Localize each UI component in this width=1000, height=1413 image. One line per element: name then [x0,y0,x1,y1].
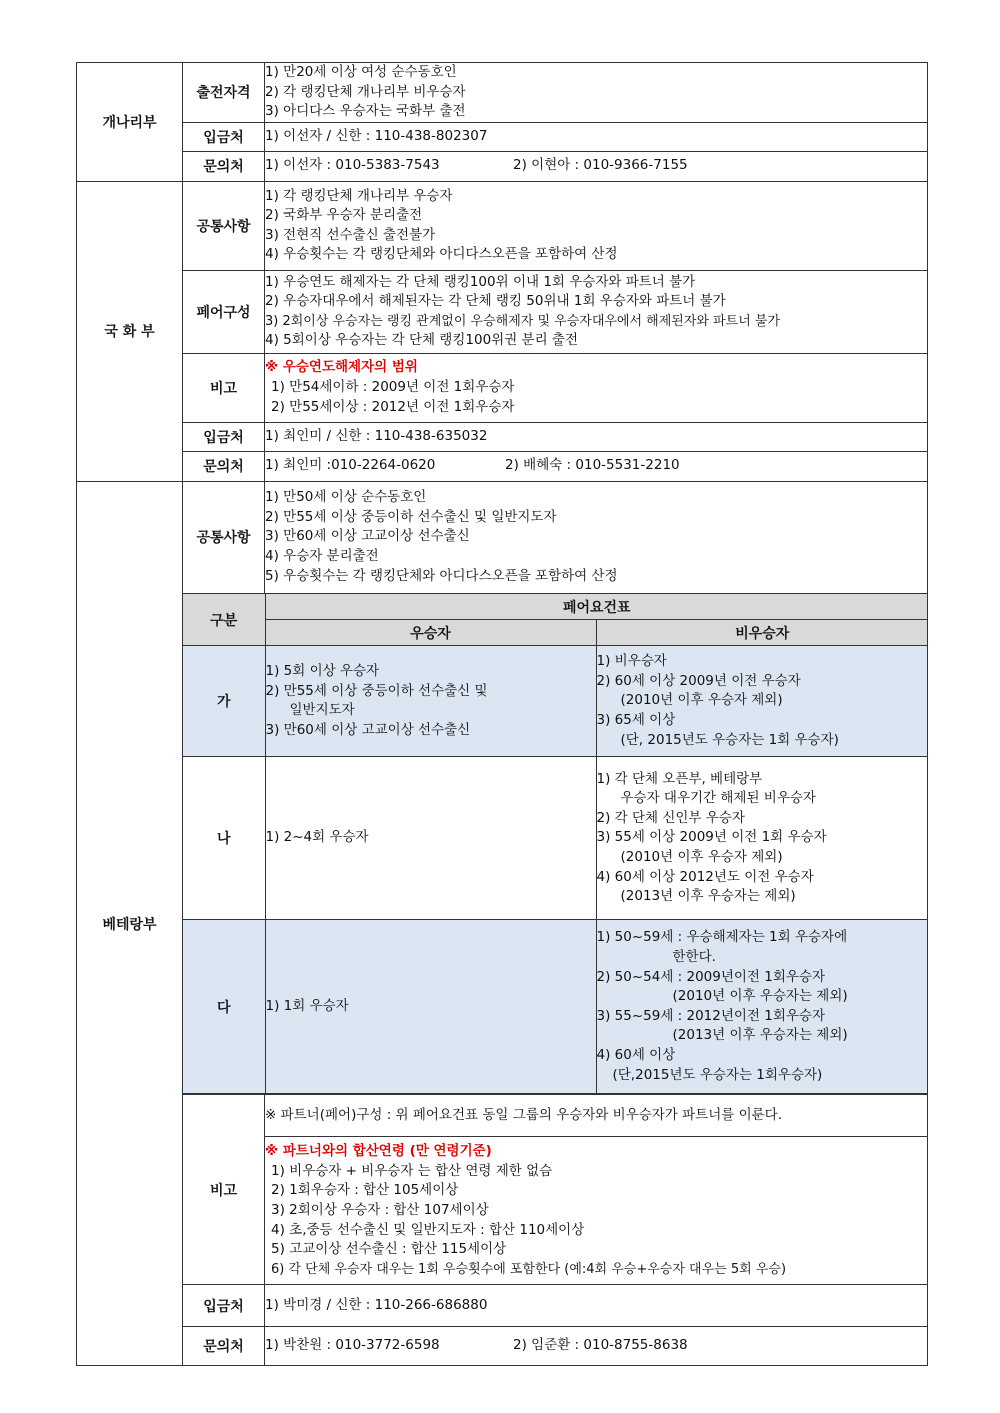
veteran-deposit: 1) 박미경 / 신한 : 110-266-686880 [265,1285,928,1327]
table-row [183,646,928,757]
chrysanthemum-deposit: 1) 최인미 / 신한 : 110-438-635032 [265,422,928,451]
winner-cell: 1) 1회 우승자 [265,920,596,1094]
header-division: 구분 [183,594,265,646]
list-item: 1) 우승연도 해제자는 각 단체 랭킹100위 이내 1회 우승자와 파트너 불가 [265,273,696,290]
list-item: 4) 우승횟수는 각 랭킹단체와 아디다스오픈을 포함하여 산정 [265,246,618,263]
label-common: 공통사항 [183,181,265,270]
list-item: 4) 5회이상 우승자는 각 단체 랭킹100위권 분리 출전 [265,332,578,349]
table-row [183,920,928,1094]
label-eligibility: 출전자격 [183,63,265,123]
list-item: 3) 2회이상 우승자 : 합산 107세이상 [271,1201,489,1218]
nonwinner-cell: 1) 50~59세 : 우승해제자는 1회 우승자에 한한다. 2) 50~54세 : 2009년이전 1회우승자 (2010년 이후 우승자는 제외) 3) 55~59세 : 2012년이전 1회우승자 (2013년 이후 우승자는 제외) 4) 60세 이상 (단,2015년도 우승자는 1회우승자) [596,920,928,1094]
label-contact: 문의처 [183,151,265,181]
label-common: 공통사항 [183,481,265,593]
list-item: 4) 초,중등 선수출신 및 일반지도자 : 합산 110세이상 [271,1221,585,1238]
list-item: 3) 2회이상 우승자는 랭킹 관계없이 우승해제자 및 우승자대우에서 해제된자와 파트너 불가 [265,313,781,329]
chrysanthemum-contact: 1) 최인미 :010-2264-0620 2) 배혜숙 : 010-5531-2210 [265,451,928,481]
grade-na: 나 [183,757,265,920]
section-veteran: 베테랑부 [77,481,183,1366]
section-canary: 개나리부 [77,63,183,182]
veteran-note [265,1137,928,1285]
list-item: 1) 만50세 이상 순수동호인 [265,489,427,506]
label-deposit: 입금처 [183,1285,265,1327]
winner-cell: 1) 2~4회 우승자 [265,757,596,920]
list-item: 6) 각 단체 우승자 대우는 1회 우승횟수에 포함한다 (예:4회 우승+우승자 대우는 5회 우승) [271,1261,787,1277]
list-item: 2) 만55세 이상 중등이하 선수출신 및 일반지도자 [265,508,557,525]
header-winner: 우승자 [265,620,596,646]
label-contact: 문의처 [183,1327,265,1366]
list-item: 5) 우승횟수는 각 랭킹단체와 아디다스오픈을 포함하여 산정 [265,567,618,584]
list-item: 3) 전현직 선수출신 출전불가 [265,226,436,243]
label-note: 비고 [183,353,265,422]
list-item: 2) 1회우승자 : 합산 105세이상 [271,1182,459,1199]
list-item: 1) 각 랭킹단체 개나리부 우승자 [265,187,453,204]
list-item: 2) 각 랭킹단체 개나리부 비우승자 [265,83,466,100]
pair-requirement-table [183,594,928,1095]
veteran-partner-note: ※ 파트너(페어)구성 : 위 페어요건표 동일 그룹의 우승자와 비우승자가 파트너를 이룬다. [265,1095,928,1137]
chrysanthemum-common [265,181,928,270]
list-item: 1) 만20세 이상 여성 순수동호인 [265,64,457,80]
label-deposit: 입금처 [183,422,265,451]
note-title: ※ 우승연도해제자의 범위 [265,359,418,376]
label-note: 비고 [183,1095,265,1285]
header-nonwinner: 비우승자 [596,620,928,646]
grade-ga: 가 [183,646,265,757]
nonwinner-cell: 1) 비우승자 2) 60세 이상 2009년 이전 우승자 (2010년 이후 우승자 제외) 3) 65세 이상 (단, 2015년도 우승자는 1회 우승자) [596,646,928,757]
note-title: ※ 파트너와의 합산연령 (만 연령기준) [265,1143,492,1160]
veteran-contact: 1) 박찬원 : 010-3772-6598 2) 임준환 : 010-8755-8638 [265,1327,928,1366]
grade-da: 다 [183,920,265,1094]
header-pair-table-title: 페어요건표 [265,594,928,620]
winner-cell: 1) 5회 이상 우승자 2) 만55세 이상 중등이하 선수출신 및 일반지도자 3) 만60세 이상 고교이상 선수출신 [265,646,596,757]
canary-deposit: 1) 이선자 / 신한 : 110-438-802307 [265,122,928,151]
chrysanthemum-note [265,353,928,422]
list-item: 2) 국화부 우승자 분리출전 [265,207,423,224]
label-contact: 문의처 [183,451,265,481]
list-item: 3) 만60세 이상 고교이상 선수출신 [265,528,470,545]
list-item: 2) 우승자대우에서 해제된자는 각 단체 랭킹 50위내 1회 우승자와 파트너 불가 [265,293,726,310]
label-deposit: 입금처 [183,122,265,151]
pair-requirement-cell [183,593,928,1095]
chrysanthemum-pair [265,270,928,353]
list-item: 5) 고교이상 선수출신 : 합산 115세이상 [271,1241,507,1258]
nonwinner-cell: 1) 각 단체 오픈부, 베테랑부 우승자 대우기간 해제된 비우승자 2) 각 단체 신인부 우승자 3) 55세 이상 2009년 이전 1회 우승자 (2010년 이후 우승자 제외) 4) 60세 이상 2012년도 이전 우승자 (2013년 이후 우승자는 제외) [596,757,928,920]
list-item: 3) 아디다스 우승자는 국화부 출전 [265,103,466,120]
list-item: 1) 만54세이하 : 2009년 이전 1회우승자 [271,378,515,395]
division-table [76,62,928,1366]
section-chrysanthemum: 국 화 부 [77,181,183,481]
label-pair: 페어구성 [183,270,265,353]
canary-contact: 1) 이선자 : 010-5383-7543 2) 이현아 : 010-9366-7155 [265,151,928,181]
list-item: 4) 우승자 분리출전 [265,548,379,565]
canary-eligibility [265,63,928,123]
table-row [183,757,928,920]
list-item: 1) 비우승자 + 비우승자 는 합산 연령 제한 없슴 [271,1162,553,1179]
list-item: 2) 만55세이상 : 2012년 이전 1회우승자 [271,398,515,415]
veteran-common [265,481,928,593]
